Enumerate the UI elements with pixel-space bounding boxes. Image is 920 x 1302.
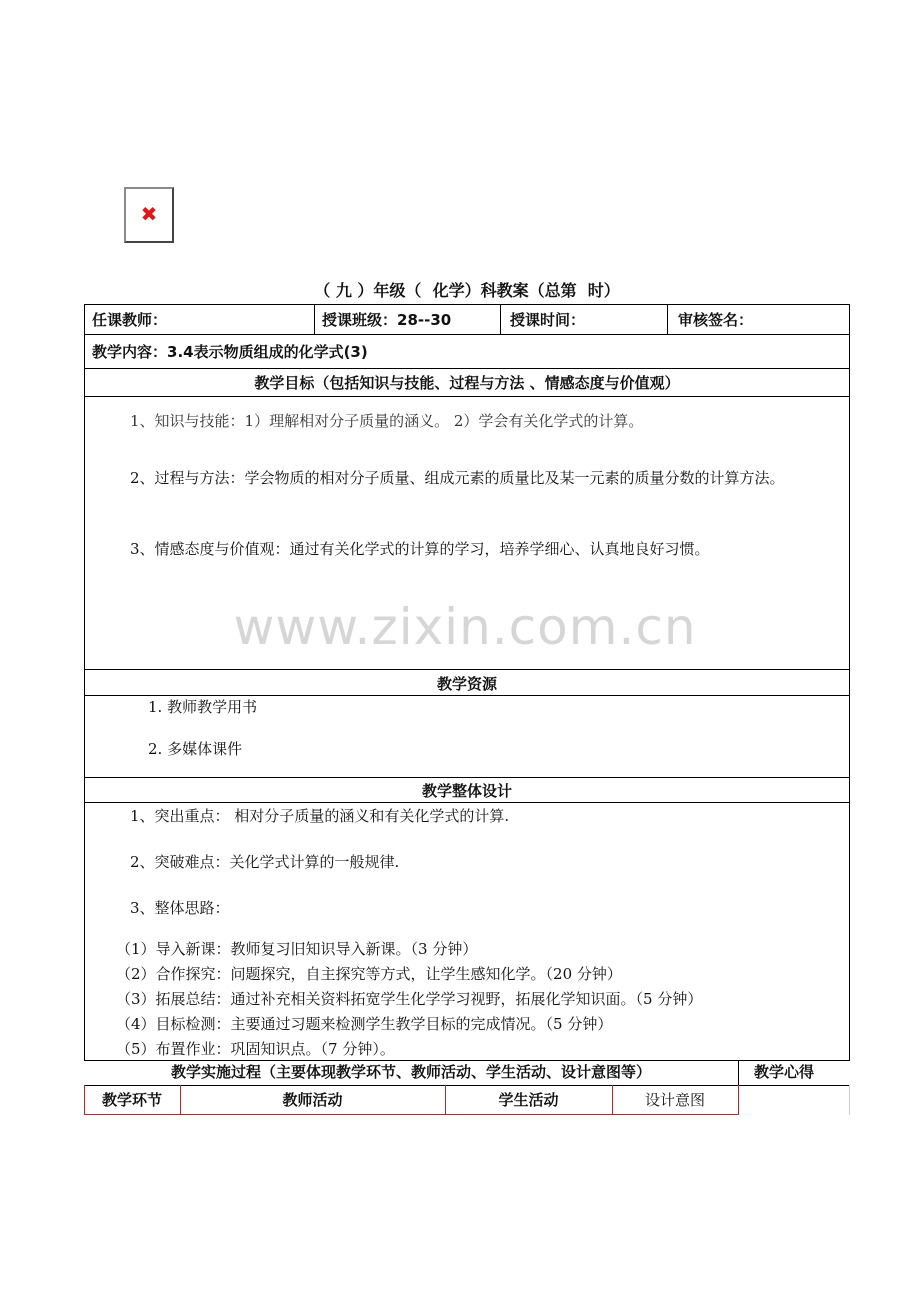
column-header-student-activity: 学生活动 <box>498 1091 559 1109</box>
teaching-notes-heading: 教学心得 <box>753 1063 814 1081</box>
objective-attitude: 3、情感态度与价值观：通过有关化学式的计算的学习，培养学细心、认真地良好习惯。 <box>130 540 710 558</box>
row-divider <box>84 802 850 803</box>
design-heading: 教学整体设计 <box>421 782 512 800</box>
table-border-top <box>84 304 850 305</box>
review-signature-label: 审核签名： <box>678 311 754 329</box>
design-approach: 3、整体思路： <box>130 899 230 917</box>
row-divider <box>84 1085 850 1086</box>
subtable-border-right <box>738 1085 739 1115</box>
resource-item: 2. 多媒体课件 <box>148 740 243 758</box>
table-border-right <box>849 1085 850 1115</box>
teacher-label: 任课教师： <box>92 311 168 329</box>
objectives-heading: 教学目标（包括知识与技能、过程与方法 、情感态度与价值观） <box>254 374 680 392</box>
objective-process: 2、过程与方法：学会物质的相对分子质量、组成元素的质量比及某一元素的质量分数的计算方法。 <box>130 469 785 487</box>
row-divider <box>84 669 850 670</box>
broken-image-icon <box>124 187 174 243</box>
design-step: （2）合作探究：问题探究，自主探究等方式，让学生感知化学。（20 分钟） <box>116 965 622 983</box>
design-difficulty: 2、突破难点：关化学式计算的一般规律. <box>130 853 400 871</box>
class-label: 授课班级：28--30 <box>322 311 452 329</box>
col-divider <box>667 304 668 334</box>
design-step: （4）目标检测：主要通过习题来检测学生教学目标的完成情况。（5 分钟） <box>116 1015 613 1033</box>
design-step: （5）布置作业：巩固知识点。（7 分钟）。 <box>116 1040 395 1058</box>
row-divider <box>84 777 850 778</box>
column-header-design-intent: 设计意图 <box>644 1091 705 1109</box>
objective-knowledge: 1、知识与技能：1）理解相对分子质量的涵义。 2）学会有关化学式的计算。 <box>130 412 644 430</box>
row-divider <box>84 396 850 397</box>
page-title: （ 九 ）年级（ 化学）科教案（总第 时） <box>314 281 620 300</box>
col-divider <box>314 304 315 334</box>
column-header-stage: 教学环节 <box>101 1091 162 1109</box>
watermark: www.zixin.com.cn <box>233 598 697 656</box>
design-step: （1）导入新课：教师复习旧知识导入新课。（3 分钟） <box>116 940 478 958</box>
subtable-border-bottom <box>84 1114 739 1115</box>
row-divider <box>84 334 850 335</box>
teaching-content: 教学内容：3.4表示物质组成的化学式(3) <box>92 343 368 361</box>
resources-heading: 教学资源 <box>436 675 497 693</box>
col-divider <box>500 304 501 334</box>
design-step: （3）拓展总结：通过补充相关资料拓宽学生化学学习视野，拓展化学知识面。（5 分钟） <box>116 990 703 1008</box>
process-heading: 教学实施过程（主要体现教学环节、教师活动、学生活动、设计意图等） <box>170 1063 651 1081</box>
close-icon: ✖ <box>140 202 158 226</box>
row-divider <box>84 368 850 369</box>
time-label: 授课时间： <box>510 311 586 329</box>
column-header-teacher-activity: 教师活动 <box>282 1091 343 1109</box>
resource-item: 1. 教师教学用书 <box>148 698 258 716</box>
design-key-point: 1、突出重点： 相对分子质量的涵义和有关化学式的计算. <box>130 807 510 825</box>
